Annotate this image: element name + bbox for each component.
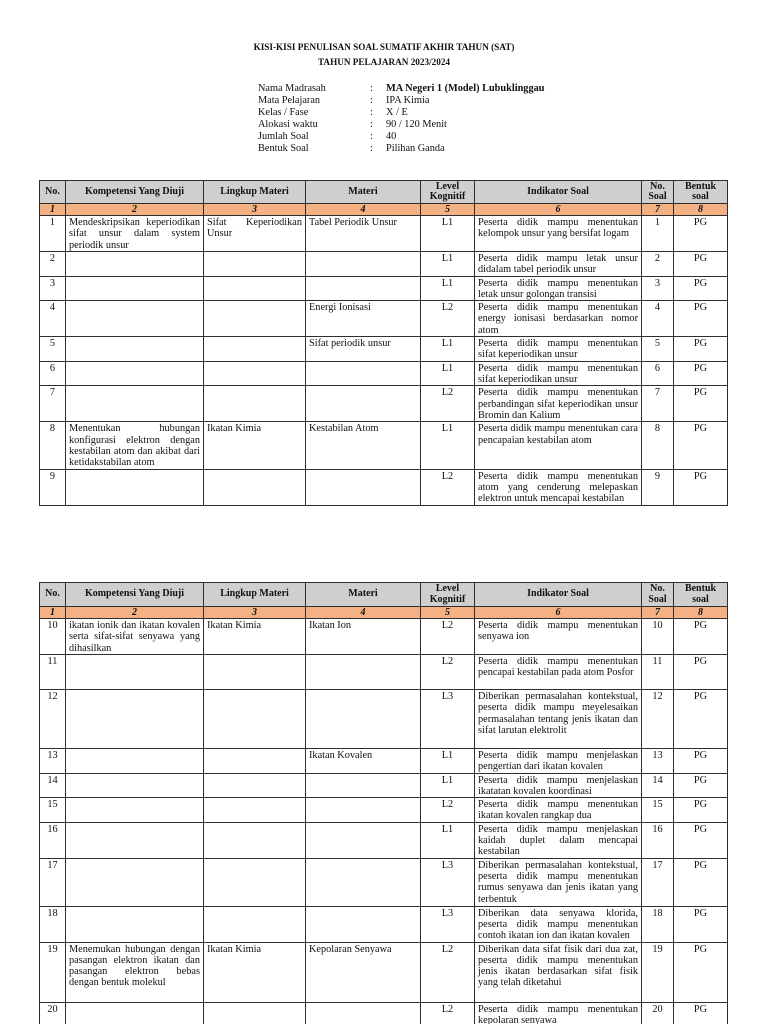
header-no-soal: No. Soal [642,181,674,204]
cell-materi: Kepolaran Senyawa [306,942,421,1002]
cell-kompetensi [66,337,204,362]
cell-materi [306,1002,421,1024]
cell-no: 1 [40,216,66,252]
cell-kompetensi [66,690,204,749]
cell-level: L2 [421,301,475,337]
cell-indikator: Diberikan data senyawa klorida, peserta didik mampu menentukan contoh ikatan ion dan ikatan kovalen [475,906,642,942]
info-label: Nama Madrasah [258,83,326,94]
cell-lingkup [204,469,306,505]
cell-lingkup [204,361,306,386]
info-row-nama-madrasah [258,83,658,95]
cell-level: L1 [421,822,475,858]
cell-bentuk: PG [674,942,728,1002]
cell-lingkup [204,386,306,422]
column-number: 2 [66,607,204,619]
cell-no-soal: 12 [642,690,674,749]
table-row [40,655,728,690]
info-label: Bentuk Soal [258,143,309,154]
column-number: 3 [204,607,306,619]
table-row [40,822,728,858]
cell-indikator: Peserta didik mampu menentukan cara pencapaian kestabilan atom [475,422,642,469]
header-indikator: Indikator Soal [475,583,642,607]
cell-level: L3 [421,906,475,942]
cell-no-soal: 8 [642,422,674,469]
cell-bentuk: PG [674,690,728,749]
cell-level: L1 [421,276,475,301]
table-row [40,858,728,906]
cell-kompetensi [66,822,204,858]
cell-level: L1 [421,749,475,774]
cell-no: 9 [40,469,66,505]
cell-kompetensi [66,252,204,277]
cell-bentuk: PG [674,469,728,505]
column-number: 1 [40,607,66,619]
cell-no: 12 [40,690,66,749]
table-row [40,690,728,749]
cell-lingkup [204,276,306,301]
info-label: Jumlah Soal [258,131,309,142]
cell-materi [306,386,421,422]
column-number: 6 [475,607,642,619]
cell-kompetensi: Menemukan hubungan dengan pasangan elektron ikatan dan pasangan elektron bebas dengan bentuk molekul [66,942,204,1002]
header-level: Level Kognitif [421,583,475,607]
info-block [258,83,658,155]
cell-indikator: Peserta didik mampu menentukan pencapai kestabilan pada atom Posfor [475,655,642,690]
cell-materi [306,690,421,749]
cell-lingkup [204,858,306,906]
cell-bentuk: PG [674,619,728,655]
header-lingkup: Lingkup Materi [204,181,306,204]
info-value: Pilihan Ganda [386,143,445,154]
column-number: 6 [475,204,642,216]
cell-indikator: Peserta didik mampu menjelaskan pengertian dari ikatan kovalen [475,749,642,774]
info-row-mata-pelajaran [258,95,658,107]
cell-no: 18 [40,906,66,942]
column-number: 4 [306,607,421,619]
header-indikator: Indikator Soal [475,181,642,204]
cell-no-soal: 1 [642,216,674,252]
column-number: 5 [421,607,475,619]
cell-materi: Ikatan Ion [306,619,421,655]
document-title: KISI-KISI PENULISAN SOAL SUMATIF AKHIR TAHUN (SAT) [253,42,515,52]
cell-bentuk: PG [674,276,728,301]
cell-no-soal: 17 [642,858,674,906]
cell-no: 14 [40,773,66,798]
cell-no: 10 [40,619,66,655]
header-kompetensi: Kompetensi Yang Diuji [66,181,204,204]
cell-no-soal: 18 [642,906,674,942]
cell-lingkup: Ikatan Kimia [204,619,306,655]
cell-materi [306,906,421,942]
info-label: Kelas / Fase [258,107,309,118]
column-number: 2 [66,204,204,216]
cell-no-soal: 4 [642,301,674,337]
cell-lingkup [204,337,306,362]
cell-bentuk: PG [674,361,728,386]
cell-no: 3 [40,276,66,301]
cell-bentuk: PG [674,858,728,906]
cell-bentuk: PG [674,822,728,858]
document-subtitle: TAHUN PELAJARAN 2023/2024 [317,57,451,67]
cell-level: L2 [421,1002,475,1024]
cell-no: 7 [40,386,66,422]
cell-level: L2 [421,469,475,505]
cell-materi [306,655,421,690]
cell-bentuk: PG [674,798,728,823]
cell-bentuk: PG [674,337,728,362]
info-separator: : [370,95,373,106]
cell-level: L1 [421,252,475,277]
header-row [40,583,728,607]
cell-no: 19 [40,942,66,1002]
table-row [40,337,728,362]
cell-materi [306,773,421,798]
cell-materi: Tabel Periodik Unsur [306,216,421,252]
cell-no-soal: 20 [642,1002,674,1024]
cell-materi [306,822,421,858]
cell-no-soal: 13 [642,749,674,774]
cell-materi [306,276,421,301]
header-no: No. [40,583,66,607]
cell-indikator: Peserta didik mampu menjelaskan ikatatan kovalen koordinasi [475,773,642,798]
cell-level: L2 [421,619,475,655]
cell-materi [306,361,421,386]
cell-kompetensi [66,906,204,942]
cell-lingkup [204,252,306,277]
cell-indikator: Peserta didik mampu menentukan atom yang cenderung melepaskan elektron untuk mencapai kestabilan [475,469,642,505]
cell-kompetensi [66,1002,204,1024]
table-row [40,619,728,655]
cell-no-soal: 6 [642,361,674,386]
cell-lingkup [204,690,306,749]
cell-bentuk: PG [674,301,728,337]
column-number-row [40,607,728,619]
cell-indikator: Peserta didik mampu menentukan sifat keperiodikan unsur [475,361,642,386]
column-number-row [40,204,728,216]
info-value: IPA Kimia [386,95,430,106]
cell-lingkup [204,1002,306,1024]
column-number: 3 [204,204,306,216]
cell-no: 15 [40,798,66,823]
cell-no-soal: 11 [642,655,674,690]
info-value: MA Negeri 1 (Model) Lubuklinggau [386,83,545,94]
info-row-alokasi-waktu [258,119,658,131]
cell-no-soal: 15 [642,798,674,823]
cell-level: L1 [421,361,475,386]
cell-no-soal: 10 [642,619,674,655]
info-row-kelas-fase [258,107,658,119]
cell-level: L2 [421,798,475,823]
cell-bentuk: PG [674,749,728,774]
cell-no: 2 [40,252,66,277]
cell-no: 6 [40,361,66,386]
header-bentuk: Bentuk soal [674,583,728,607]
cell-bentuk: PG [674,1002,728,1024]
cell-indikator: Peserta didik mampu menentukan kepolaran senyawa [475,1002,642,1024]
info-row-bentuk-soal [258,143,658,155]
cell-level: L2 [421,655,475,690]
info-value: X / E [386,107,408,118]
table-row [40,252,728,277]
cell-materi: Sifat periodik unsur [306,337,421,362]
cell-kompetensi [66,858,204,906]
cell-kompetensi [66,361,204,386]
cell-no-soal: 19 [642,942,674,1002]
cell-indikator: Diberikan permasalahan kontekstual, peserta didik mampu meyelesaikan permasalahan tentang jenis ikatan dan sifat larutan elektrolit [475,690,642,749]
cell-level: L1 [421,337,475,362]
table-row [40,422,728,469]
cell-no-soal: 7 [642,386,674,422]
cell-no-soal: 9 [642,469,674,505]
cell-kompetensi: ikatan ionik dan ikatan kovalen serta sifat-sifat senyawa yang dihasilkan [66,619,204,655]
cell-lingkup: Sifat Keperiodikan Unsur [204,216,306,252]
info-separator: : [370,83,373,94]
cell-lingkup: Ikatan Kimia [204,942,306,1002]
cell-no-soal: 3 [642,276,674,301]
column-number: 8 [674,607,728,619]
cell-lingkup [204,798,306,823]
cell-materi [306,469,421,505]
cell-kompetensi [66,773,204,798]
cell-kompetensi: Mendeskripsikan keperiodikan sifat unsur dalam system periodik unsur [66,216,204,252]
cell-no-soal: 2 [642,252,674,277]
header-lingkup: Lingkup Materi [204,583,306,607]
cell-indikator: Diberikan data sifat fisik dari dua zat, peserta didik mampu menentukan jenis ikatan berdasarkan sifat fisik yang telah diketahui [475,942,642,1002]
column-number: 7 [642,204,674,216]
cell-lingkup [204,301,306,337]
header-level: Level Kognitif [421,181,475,204]
cell-no: 5 [40,337,66,362]
cell-bentuk: PG [674,773,728,798]
cell-indikator: Peserta didik mampu menentukan sifat keperiodikan unsur [475,337,642,362]
table-row [40,386,728,422]
info-value: 90 / 120 Menit [386,119,447,130]
cell-materi [306,252,421,277]
column-number: 8 [674,204,728,216]
cell-no: 8 [40,422,66,469]
cell-indikator: Peserta didik mampu menentukan kelompok unsur yang bersifat logam [475,216,642,252]
cell-no-soal: 16 [642,822,674,858]
cell-lingkup [204,749,306,774]
table-row [40,906,728,942]
cell-level: L2 [421,942,475,1002]
header-no-soal: No. Soal [642,583,674,607]
column-number: 5 [421,204,475,216]
cell-level: L3 [421,690,475,749]
column-number: 1 [40,204,66,216]
cell-bentuk: PG [674,422,728,469]
cell-kompetensi [66,386,204,422]
table-row [40,361,728,386]
cell-no-soal: 5 [642,337,674,362]
cell-indikator: Diberikan permasalahan kontekstual, peserta didik mampu menentukan rumus senyawa dan jenis ikatan yang terbentuk [475,858,642,906]
info-separator: : [370,143,373,154]
cell-level: L3 [421,858,475,906]
cell-bentuk: PG [674,655,728,690]
cell-materi: Kestabilan Atom [306,422,421,469]
cell-kompetensi [66,469,204,505]
table-row [40,469,728,505]
info-separator: : [370,107,373,118]
table-row [40,276,728,301]
cell-bentuk: PG [674,216,728,252]
kisi-kisi-table [39,180,728,506]
info-label: Mata Pelajaran [258,95,321,106]
cell-kompetensi [66,301,204,337]
cell-materi [306,858,421,906]
cell-materi [306,798,421,823]
cell-level: L1 [421,422,475,469]
header-no: No. [40,181,66,204]
table-row [40,1002,728,1024]
cell-indikator: Peserta didik mampu letak unsur didalam tabel periodik unsur [475,252,642,277]
cell-no: 13 [40,749,66,774]
cell-level: L1 [421,773,475,798]
cell-indikator: Peserta didik mampu menentukan perbandingan sifat keperiodikan unsur Bromin dan Kalium [475,386,642,422]
info-separator: : [370,131,373,142]
info-label: Alokasi waktu [258,119,318,130]
table-row [40,301,728,337]
info-separator: : [370,119,373,130]
cell-no: 20 [40,1002,66,1024]
header-row [40,181,728,204]
cell-indikator: Peserta didik mampu menjelaskan kaidah duplet dalam mencapai kestabilan [475,822,642,858]
column-number: 7 [642,607,674,619]
cell-materi: Ikatan Kovalen [306,749,421,774]
header-bentuk: Bentuk soal [674,181,728,204]
cell-bentuk: PG [674,906,728,942]
cell-materi: Energi Ionisasi [306,301,421,337]
cell-kompetensi [66,655,204,690]
cell-kompetensi: Menentukan hubungan konfigurasi elektron dengan kestabilan atom dan akibat dari ketidakstabilan atom [66,422,204,469]
cell-indikator: Peserta didik mampu menentukan senyawa ion [475,619,642,655]
cell-kompetensi [66,749,204,774]
cell-level: L2 [421,386,475,422]
cell-lingkup [204,822,306,858]
cell-lingkup [204,773,306,798]
cell-level: L1 [421,216,475,252]
cell-kompetensi [66,276,204,301]
cell-no-soal: 14 [642,773,674,798]
header-materi: Materi [306,181,421,204]
cell-lingkup [204,906,306,942]
column-number: 4 [306,204,421,216]
cell-no: 4 [40,301,66,337]
cell-bentuk: PG [674,386,728,422]
table-row [40,798,728,823]
cell-lingkup [204,655,306,690]
info-row-jumlah-soal [258,131,658,143]
cell-no: 11 [40,655,66,690]
cell-lingkup: Ikatan Kimia [204,422,306,469]
kisi-kisi-table [39,582,728,1024]
cell-indikator: Peserta didik mampu menentukan energy ionisasi berdasarkan nomor atom [475,301,642,337]
info-value: 40 [386,131,397,142]
header-kompetensi: Kompetensi Yang Diuji [66,583,204,607]
cell-indikator: Peserta didik mampu menentukan letak unsur golongan transisi [475,276,642,301]
cell-no: 16 [40,822,66,858]
cell-no: 17 [40,858,66,906]
table-row [40,942,728,1002]
cell-bentuk: PG [674,252,728,277]
header-materi: Materi [306,583,421,607]
table-row [40,773,728,798]
table-row [40,749,728,774]
table-row [40,216,728,252]
cell-indikator: Peserta didik mampu menentukan ikatan kovalen rangkap dua [475,798,642,823]
cell-kompetensi [66,798,204,823]
